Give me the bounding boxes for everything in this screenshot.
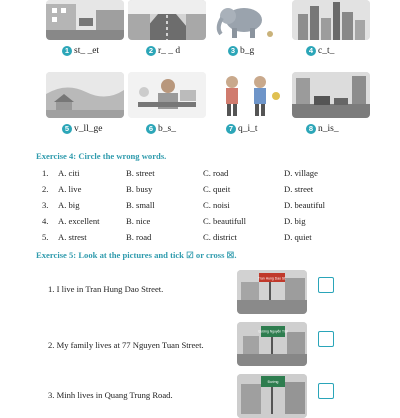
word-hint-text: c_t_ (318, 46, 335, 57)
option-c[interactable]: C. queit (203, 184, 231, 194)
exercise-4-row (36, 216, 366, 227)
picture-village (46, 72, 124, 118)
option-b[interactable]: B. street (126, 168, 155, 178)
word-hint-8 (306, 124, 339, 134)
number-badge: 5 (62, 124, 72, 134)
picture-big-elephant (210, 0, 288, 40)
tick-box-3[interactable] (318, 383, 334, 399)
exercise-5-statement-3: 3. Minh lives in Quang Trung Road. (48, 390, 173, 400)
option-a[interactable]: A. strest (58, 232, 87, 242)
number-badge: 7 (226, 124, 236, 134)
option-a[interactable]: A. live (58, 184, 82, 194)
exercise-4-row (36, 232, 366, 243)
exercise-4-row (36, 184, 366, 195)
picture-busy (128, 72, 206, 118)
word-hint-3 (228, 46, 254, 56)
number-badge: 2 (146, 46, 156, 56)
street-sign-picture-2 (237, 322, 307, 366)
option-c[interactable]: C. beautifull (203, 216, 246, 226)
exercise-5-statement-2: 2. My family lives at 77 Nguyen Tuan Street. (48, 340, 204, 350)
tick-box-1[interactable] (318, 277, 334, 293)
street-sign-picture-3 (237, 374, 307, 418)
word-hint-text: b_s_ (158, 124, 176, 135)
option-b[interactable]: B. small (126, 200, 155, 210)
option-d[interactable]: D. big (284, 216, 306, 226)
question-number: 5. (42, 232, 49, 242)
option-b[interactable]: B. busy (126, 184, 153, 194)
word-hint-text: n_is_ (318, 124, 339, 135)
exercise-4-row (36, 168, 366, 179)
word-hint-6 (146, 124, 176, 134)
question-number: 4. (42, 216, 49, 226)
word-hint-text: st_ _et (74, 46, 100, 57)
exercise-5-statement-1: 1. I live in Tran Hung Dao Street. (48, 284, 164, 294)
word-hint-text: q_i_t (238, 124, 258, 135)
question-number: 1. (42, 168, 49, 178)
option-b[interactable]: B. road (126, 232, 152, 242)
option-a[interactable]: A. citi (58, 168, 80, 178)
picture-noisy (292, 72, 370, 118)
word-hint-4 (306, 46, 334, 56)
option-c[interactable]: C. noisi (203, 200, 230, 210)
picture-quiet (210, 72, 288, 118)
word-hint-7 (226, 124, 258, 134)
tick-box-2[interactable] (318, 331, 334, 347)
number-badge: 8 (306, 124, 316, 134)
option-a[interactable]: A. big (58, 200, 80, 210)
street-sign-text: Đường Nguyễn Trãi (258, 329, 288, 334)
word-hint-text: v_ll_ge (74, 124, 103, 135)
word-hint-5 (62, 124, 103, 134)
number-badge: 1 (62, 46, 72, 56)
picture-city (292, 0, 370, 40)
option-d[interactable]: D. quiet (284, 232, 312, 242)
exercise-4-row (36, 200, 366, 211)
option-c[interactable]: C. district (203, 232, 237, 242)
option-c[interactable]: C. road (203, 168, 229, 178)
picture-road (128, 0, 206, 40)
number-badge: 6 (146, 124, 156, 134)
street-sign-picture-1 (237, 270, 307, 314)
option-d[interactable]: D. beautiful (284, 200, 326, 210)
number-badge: 3 (228, 46, 238, 56)
word-hint-text: r_ _ d (158, 46, 181, 57)
street-sign-text: Đường (267, 379, 279, 384)
exercise-4-title: Exercise 4: Circle the wrong words. (36, 151, 167, 161)
word-hint-1 (62, 46, 99, 56)
question-number: 3. (42, 200, 49, 210)
question-number: 2. (42, 184, 49, 194)
word-hint-text: b_g (240, 46, 255, 57)
word-hint-2 (146, 46, 180, 56)
option-d[interactable]: D. village (284, 168, 318, 178)
option-d[interactable]: D. street (284, 184, 314, 194)
picture-street (46, 0, 124, 40)
number-badge: 4 (306, 46, 316, 56)
option-b[interactable]: B. nice (126, 216, 151, 226)
exercise-5-title: Exercise 5: Look at the pictures and tick ☑ or cross ☒. (36, 250, 237, 260)
option-a[interactable]: A. excellent (58, 216, 100, 226)
street-sign-text: Tran Hung Dao St. (257, 276, 287, 281)
